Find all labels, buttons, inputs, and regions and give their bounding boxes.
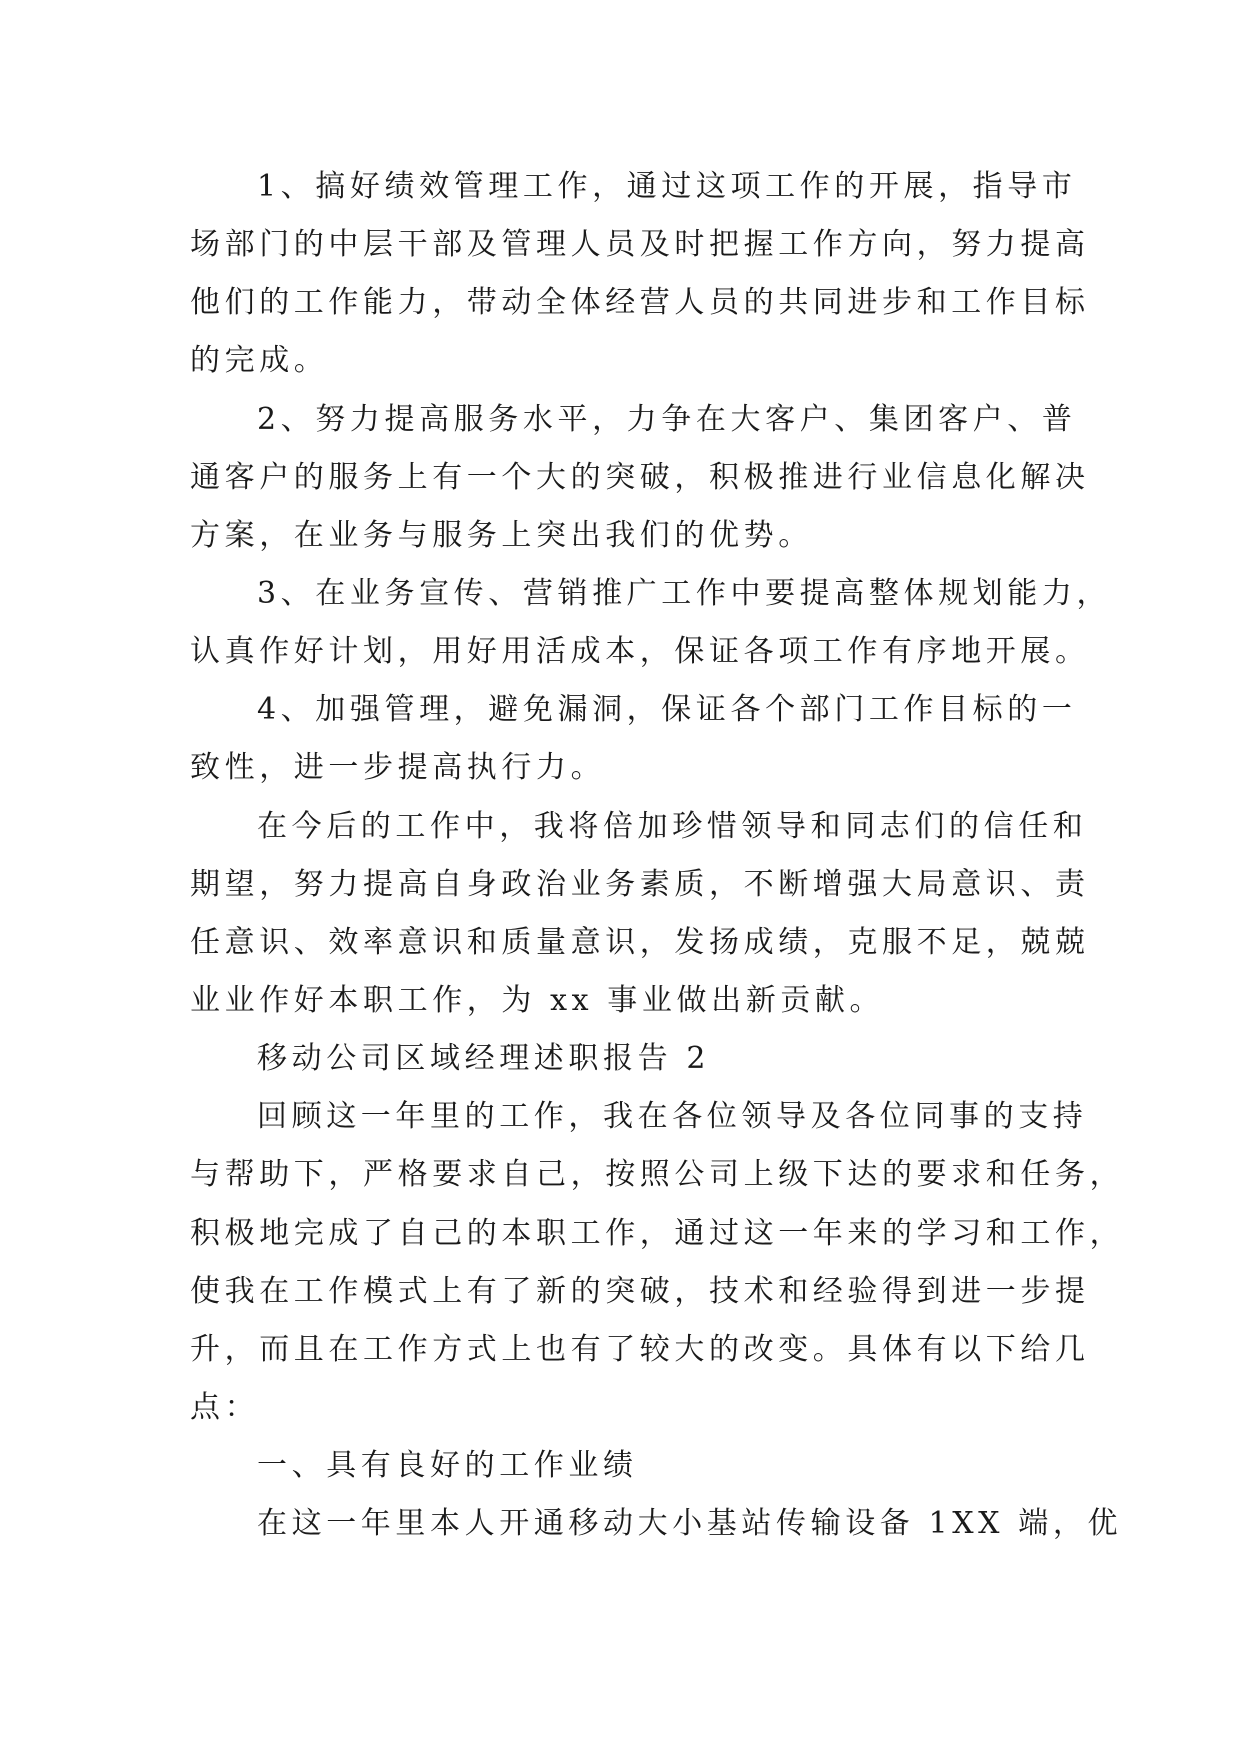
paragraph-6-line-5: 升，而且在工作方式上也有了较大的改变。具体有以下给几 — [190, 1332, 1090, 1367]
paragraph-4-line-2: 致性，进一步提高执行力。 — [190, 750, 606, 785]
paragraph-6-line-1: 回顾这一年里的工作，我在各位领导及各位同事的支持 — [257, 1099, 1088, 1134]
paragraph-5-line-2: 期望，努力提高自身政治业务素质，不断增强大局意识、责 — [190, 867, 1090, 902]
paragraph-1-line-3: 他们的工作能力，带动全体经营人员的共同进步和工作目标 — [190, 285, 1090, 320]
paragraph-6-line-6: 点： — [190, 1390, 260, 1425]
paragraph-5-line-1: 在今后的工作中，我将倍加珍惜领导和同志们的信任和 — [257, 809, 1088, 844]
paragraph-3-line-2: 认真作好计划，用好用活成本，保证各项工作有序地开展。 — [190, 634, 1090, 669]
paragraph-2-line-2: 通客户的服务上有一个大的突破，积极推进行业信息化解决 — [190, 460, 1090, 495]
paragraph-5-line-4: 业业作好本职工作，为 xx 事业做出新贡献。 — [190, 983, 885, 1018]
paragraph-4-line-1: 4、加强管理，避免漏洞，保证各个部门工作目标的一 — [257, 692, 1077, 727]
paragraph-6-line-3: 积极地完成了自己的本职工作，通过这一年来的学习和工作， — [190, 1216, 1125, 1251]
paragraph-3-line-1: 3、在业务宣传、营销推广工作中要提高整体规划能力， — [257, 576, 1112, 611]
paragraph-5-line-3: 任意识、效率意识和质量意识，发扬成绩，克服不足，兢兢 — [190, 925, 1090, 960]
paragraph-6-line-2: 与帮助下，严格要求自己，按照公司上级下达的要求和任务， — [190, 1157, 1125, 1192]
paragraph-2-line-1: 2、努力提高服务水平，力争在大客户、集团客户、普 — [257, 402, 1077, 437]
subsection-heading: 一、具有良好的工作业绩 — [257, 1448, 638, 1483]
paragraph-7-line-1: 在这一年里本人开通移动大小基站传输设备 1XX 端，优 — [257, 1506, 1123, 1541]
paragraph-6-line-4: 使我在工作模式上有了新的突破，技术和经验得到进一步提 — [190, 1274, 1090, 1309]
paragraph-1-line-1: 1、搞好绩效管理工作，通过这项工作的开展，指导市 — [257, 169, 1077, 204]
paragraph-2-line-3: 方案，在业务与服务上突出我们的优势。 — [190, 518, 813, 553]
section-title: 移动公司区域经理述职报告 2 — [257, 1041, 711, 1076]
paragraph-1-line-2: 场部门的中层干部及管理人员及时把握工作方向，努力提高 — [190, 227, 1090, 262]
paragraph-1-line-4: 的完成。 — [190, 343, 329, 378]
